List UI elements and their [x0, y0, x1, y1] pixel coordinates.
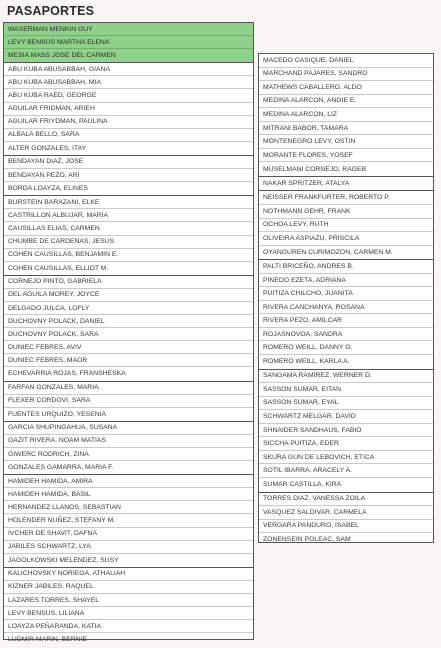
name-row: MATHEWS CABALLERO, ALDO [259, 81, 433, 95]
name-row: BORDA LOAYZA, ELINES [8, 185, 88, 193]
name-row: ROJASNOVOA, SANDRA [259, 328, 433, 342]
name-row: KIZNER JABILES, RAQUEL [4, 581, 253, 594]
name-row: RIVERA CANCHANYA, ROSANA [259, 301, 433, 315]
name-row: CHUMBE DE CARDENAS, JESUS [4, 236, 253, 249]
name-row: VERGARA PANDURO, ISABEL [259, 520, 433, 534]
name-row: MUSELMANI CORNEJO, RAGEB [263, 165, 367, 173]
name-row: AGUILAR FRIDMAN, ARIEH [4, 103, 253, 116]
name-group [259, 54, 433, 177]
name-row: ALTER GONZALES, ITAY [8, 144, 87, 152]
name-row: SANGAMA RAMIREZ, WERNER D. [259, 370, 433, 384]
name-row: PALTI BRICEÑO, ANDRES B. [259, 260, 433, 274]
name-row: DEL AGUILA MOREY, JOYCE [4, 289, 253, 302]
name-row: BENDAYAN PEZO, ARI [4, 169, 253, 182]
name-row: CASTRILLON ALBUJAR, MARIA [4, 209, 253, 222]
name-row: IVCHER DE SHAVIT, DAFNA [4, 528, 253, 541]
name-group [259, 370, 433, 493]
name-row: ROMERO WEILL, DANNY G. [259, 341, 433, 355]
name-row: SICCHA PUITIZA, EDER [259, 437, 433, 451]
name-row: ABU KUBA RAED, GEORGE [4, 89, 253, 102]
name-row: SOTIL IBARRA, ARACELY A. [259, 464, 433, 478]
name-row: MESIA MASS JOSE DEL CARMEN [8, 52, 116, 60]
name-row: LUDMIR MARIN, BERNIE [8, 636, 87, 644]
name-row: ABU KUBA ABUSABBAH, MIA [4, 76, 253, 89]
name-row: ABU KUBA ABUSABBAH, GIANA [4, 63, 253, 76]
name-row: SUMAR CASTILLA, KIRA [263, 481, 342, 489]
name-row: FLEXER CORDOVI, SARA [4, 395, 253, 408]
name-row: AGUILAR FRIYDMAN, PAULINA [4, 116, 253, 129]
name-row: MACEDO CASIQUE, DANIEL [259, 54, 433, 68]
name-row: HAMIDEH HAMIDA, AMIRA [4, 475, 253, 488]
name-row: KALICHOVSKY NORIEGA, ATHALIAH [4, 568, 253, 581]
name-row: OLIVEIRA ASPIAZU, PRISCILA [259, 232, 433, 246]
name-group [4, 422, 253, 475]
name-row: LAZARES TORRES, SHAYEL [4, 594, 253, 607]
name-row: SHNAIDER SANDHAUS, FABIO [259, 424, 433, 438]
name-row: HOLENDER NUÑEZ, STEFANY M. [4, 514, 253, 527]
name-row: ALBALA BELLO, SARA [4, 129, 253, 142]
name-group [4, 63, 253, 156]
name-row: DELGADO JULCA, LOFLY [4, 302, 253, 315]
name-row: HERNANDEZ LLANOS, SEBASTIAN [4, 501, 253, 514]
name-row: DUCHOVNY POLACK, SARA [4, 328, 253, 341]
name-group [4, 382, 253, 422]
name-row: SCHWARTZ MELGAR, DAVID [259, 410, 433, 424]
name-row: JABILES SCHWARTZ, LYA [4, 541, 253, 554]
name-row: MITRANI BABOR, TAMARA [259, 122, 433, 136]
name-row: MEDINA ALARCON, LIZ [259, 108, 433, 122]
name-row: HAMIDEH HAMIDA, BASIL [4, 488, 253, 501]
name-row: SASSON SUMAR, EYAL [259, 397, 433, 411]
name-row: LEVY BENSUS MARTHA ELENA [4, 36, 253, 49]
name-row: GAZIT RIVERA, NOAM MATIAS [4, 435, 253, 448]
passport-list-left [3, 22, 254, 644]
name-row: NOTHMANN GEHR, FRANK [259, 205, 433, 219]
name-row: MONTENEGRO LEVY, OSTIN [259, 135, 433, 149]
name-group [4, 156, 253, 196]
name-row: VASQUEZ SALDIVAR, CARMELA [259, 506, 433, 520]
name-row: FUENTES URQUIZO, YESENIA [8, 410, 107, 418]
name-row: PUITIZA CHILCHO, JUANITA [259, 287, 433, 301]
name-row: JAGOLKOWSKI MELENDEZ, SUSY [8, 556, 119, 564]
name-row: DUNIEC FEBRES, AVIV [4, 341, 253, 354]
name-row: FARFAN GONZALES, MARIA [4, 382, 253, 395]
name-row: ROMERO WEILL, KARLA A. [263, 358, 350, 366]
name-row: OYANGUREN CURIMOZON, CARMEN M. [263, 248, 393, 256]
name-row: SKURA GUN DE LEBOVICH, ETICA [259, 451, 433, 465]
passport-list-right [258, 53, 434, 543]
name-row: MARCHAND PAJARES, SANDRO [259, 68, 433, 82]
name-group [4, 568, 253, 647]
name-row: TORRES DIAZ, VANESSA ZOILA [259, 493, 433, 507]
name-group [259, 177, 433, 192]
name-row: LOAYZA PEÑARANDA, KATIA [4, 620, 253, 633]
name-row: DUCHOVNY POLACK, DANIEL [4, 315, 253, 328]
name-group [259, 191, 433, 260]
name-row: COHEN CAUSILLAS, BENJAMIN E. [4, 249, 253, 262]
name-row: MORANTE FLORES, YOSEF [259, 149, 433, 163]
name-row: CORNEJO PINTO, GABRIELA [4, 276, 253, 289]
name-row: PINEDO EZETA, ADRIANA [259, 274, 433, 288]
name-group [4, 196, 253, 276]
name-row: NEISSER FRANKFURTER, ROBERTO P. [259, 191, 433, 205]
name-row: BURSTEIN BARAZANI, ELKE [4, 196, 253, 209]
name-row: SASSON SUMAR, EITAN [259, 383, 433, 397]
name-row: OCHOA LEVY, RUTH [259, 219, 433, 233]
name-row: CAUSILLAS ELIAS, CARMEN [4, 222, 253, 235]
name-row: GIWERC RODRICH, ZINA [4, 448, 253, 461]
name-row: DUNIEC FEBRES, MAOR [4, 354, 253, 367]
name-row: NAKAR SPRITZER, ATALYA [263, 180, 350, 188]
name-row: ECHEVARRIA ROJAS, FRANSHESKA [8, 370, 126, 378]
name-group [4, 23, 253, 63]
name-group [259, 260, 433, 369]
name-row: RIVERA PEZO, AMILCAR [259, 314, 433, 328]
name-row: GONZALES GAMARRA, MARIA F. [8, 464, 114, 472]
name-group [4, 276, 253, 382]
name-row: ZONENSEIN POLEAC, SAM [263, 536, 351, 544]
name-row: WASERMAN MENKIN GUY [4, 23, 253, 36]
name-row: BENDAYAN DIAZ, JOSE [4, 156, 253, 169]
name-row: COHEN CAUSILLAS, ELLIOT M. [8, 264, 109, 272]
name-group [259, 493, 433, 547]
name-row: MEDINA ALARCON, ANGIE E. [259, 95, 433, 109]
name-group [4, 475, 253, 568]
name-row: LEVY BENSUS, LILIANA [4, 607, 253, 620]
name-row: GARCIA SHUPINGAHUA, SUSANA [4, 422, 253, 435]
page-title: PASAPORTES [7, 4, 95, 18]
